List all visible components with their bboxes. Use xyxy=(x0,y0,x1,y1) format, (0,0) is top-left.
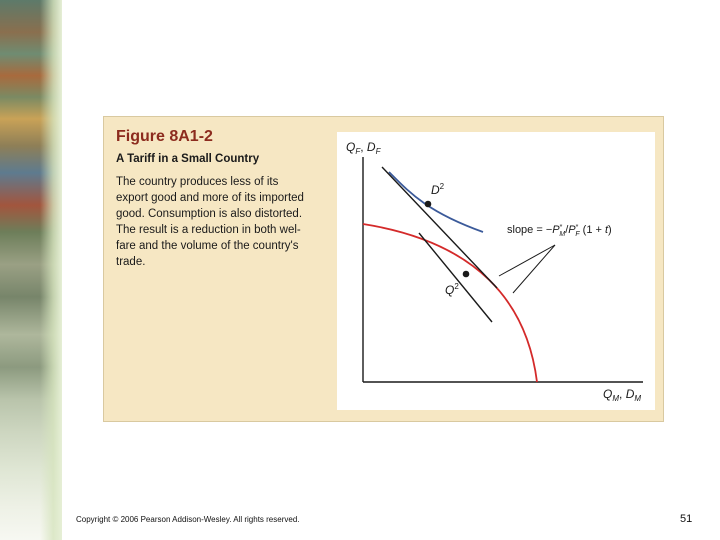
production-price-line xyxy=(419,233,492,322)
copyright-notice: Copyright © 2006 Pearson Addison-Wesley. All rights reserved. xyxy=(76,515,300,524)
figure-caption xyxy=(116,174,321,270)
caption-line: The country produces less of its xyxy=(116,176,279,188)
tariff-diagram xyxy=(337,132,655,410)
slope-pointer-line xyxy=(513,245,555,293)
point-label-d2: $D^2$ xyxy=(431,182,445,197)
slope-pointer-line xyxy=(499,245,555,276)
production-point-q2 xyxy=(463,271,470,278)
decorative-photo-strip xyxy=(0,0,62,540)
consumption-point-d2 xyxy=(425,201,432,208)
y-axis-label: $Q_F$, $D_F$ xyxy=(346,140,381,156)
caption-line: export good and more of its imported xyxy=(116,192,304,204)
x-axis-label: $Q_M$, $D_M$ xyxy=(603,387,642,403)
figure-title: Figure 8A1-2 xyxy=(116,128,213,145)
diagram-area xyxy=(337,132,655,410)
caption-line: good. Consumption is also distorted. xyxy=(116,208,303,220)
caption-line: The result is a reduction in both wel- xyxy=(116,224,301,236)
caption-line: trade. xyxy=(116,256,146,268)
figure-subtitle: A Tariff in a Small Country xyxy=(116,153,260,165)
page-number: 51 xyxy=(680,513,693,525)
point-label-q2: $Q^2$ xyxy=(445,282,459,297)
figure-panel xyxy=(103,116,664,422)
slope-label: slope = −P* M/P* F (1 + t) xyxy=(507,224,612,238)
production-possibility-curve xyxy=(363,224,537,382)
caption-line: fare and the volume of the country's xyxy=(116,240,299,252)
